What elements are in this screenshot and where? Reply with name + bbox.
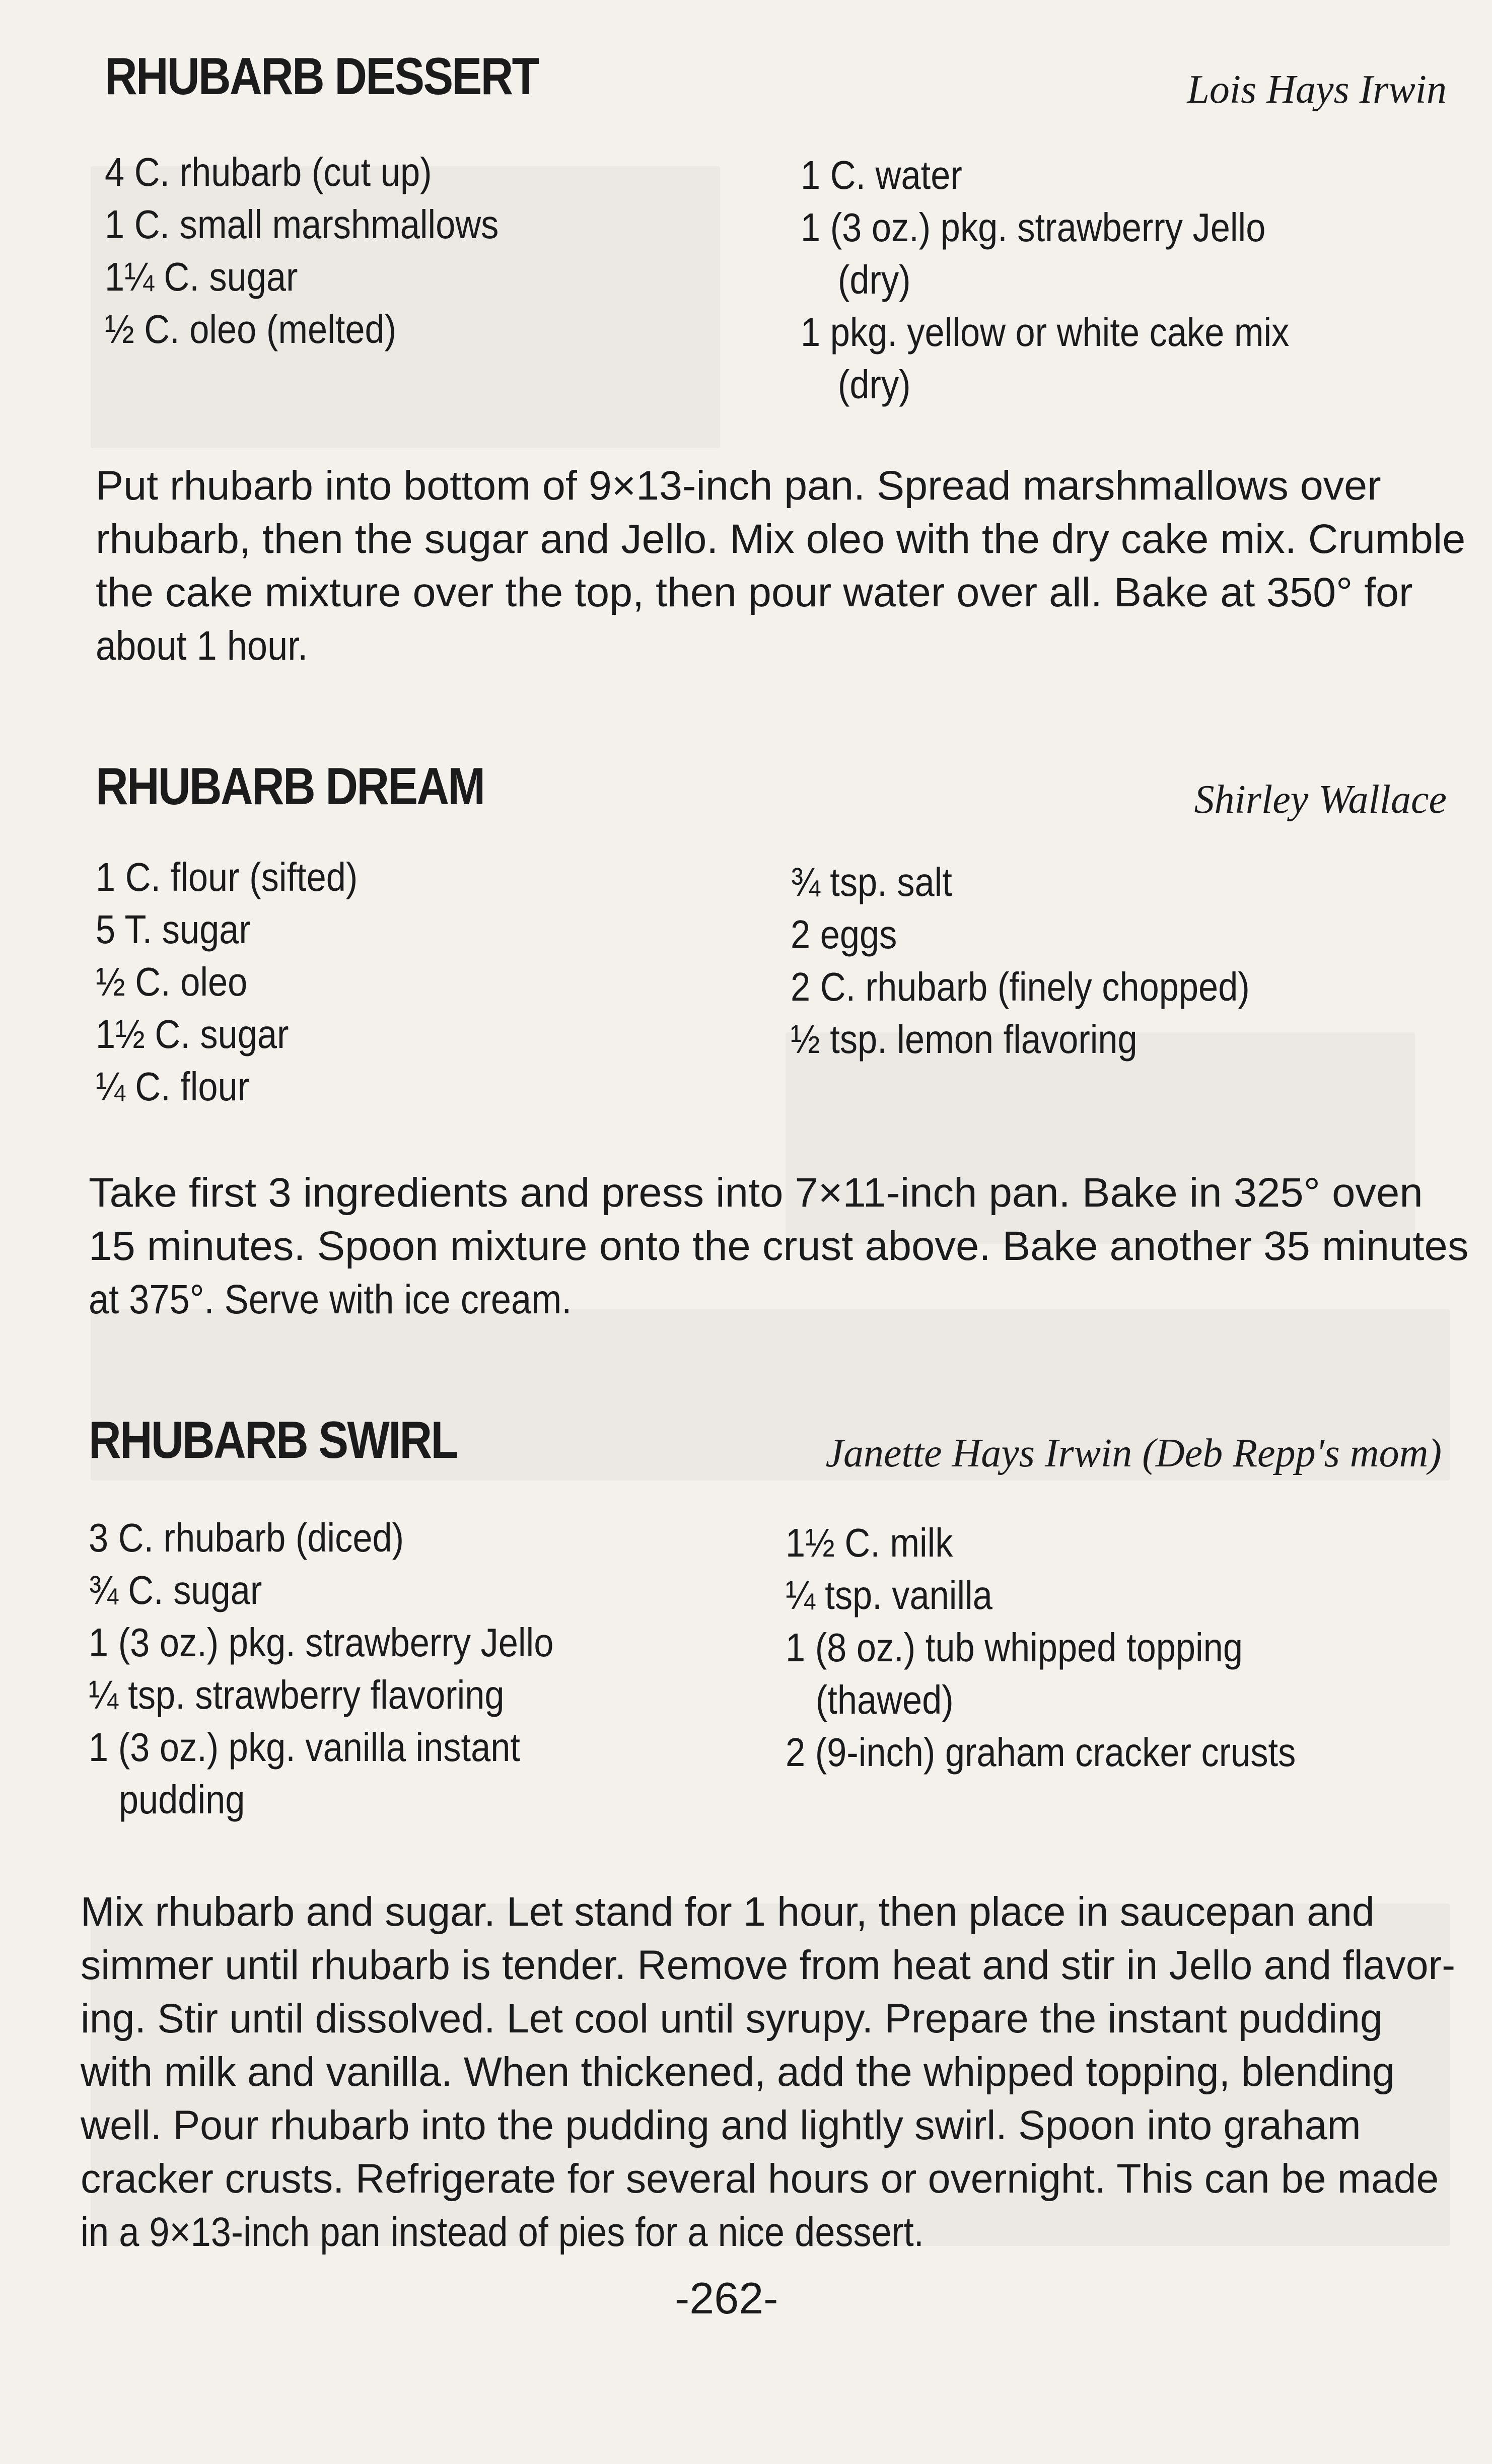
directions-line: simmer until rhubarb is tender. Remove from heat and stir in Jello and flavor- [81,1942,1456,1988]
ingredients-right [791,856,1250,1066]
ingredients-right [801,149,1289,411]
ingredient: ¼ tsp. vanilla [786,1573,992,1617]
ingredient: 1½ C. milk [786,1520,953,1565]
ingredient: 1 C. water [801,153,962,197]
directions-line: cracker crusts. Refrigerate for several hours or overnight. This can be made [81,2156,1439,2202]
ingredients-left [105,146,499,356]
ingredient: 3 C. rhubarb (diced) [89,1515,404,1560]
directions-line: Take first 3 ingredients and press into 7×11-inch pan. Bake in 325° oven [89,1170,1423,1216]
ingredient: ¾ C. sugar [89,1568,262,1612]
ingredient: ¼ C. flour [96,1064,250,1109]
ingredient: 1 C. small marshmallows [105,202,499,247]
ingredient: (dry) [837,257,911,302]
ingredient: (dry) [837,362,911,407]
recipe-directions [96,459,1466,673]
side-bleed-mark [16,564,51,846]
ingredient: ½ C. oleo (melted) [105,307,397,351]
ingredient: 1 pkg. yellow or white cake mix [801,310,1290,355]
directions-line: with milk and vanilla. When thickened, add the whipped topping, blending [81,2049,1395,2095]
ingredient: 1 (3 oz.) pkg. strawberry Jello [89,1620,554,1665]
ingredient: 1 (3 oz.) pkg. vanilla instant [89,1725,520,1770]
recipe-directions [81,1885,1480,2259]
directions-line: at 375°. Serve with ice cream. [89,1277,572,1322]
ingredient: ¾ tsp. salt [791,860,952,904]
recipe-title: RHUBARB DREAM [96,757,484,816]
recipe-author: Lois Hays Irwin [1187,67,1447,112]
ingredient: 1 C. flour (sifted) [96,855,358,899]
ingredient: 1½ C. sugar [96,1012,289,1057]
ingredient: ¼ tsp. strawberry flavoring [89,1672,505,1717]
ingredients-right [786,1517,1296,1779]
ingredient: 2 eggs [791,912,897,957]
directions-line: about 1 hour. [96,623,308,669]
directions-line: Mix rhubarb and sugar. Let stand for 1 hour, then place in saucepan and [81,1889,1375,1935]
ingredient: 4 C. rhubarb (cut up) [105,150,432,194]
ingredient: 2 C. rhubarb (finely chopped) [791,964,1250,1009]
directions-line: well. Pour rhubarb into the pudding and lightly swirl. Spoon into graham [81,2102,1361,2148]
ingredient: (thawed) [815,1677,954,1722]
ingredient: ½ C. oleo [96,959,248,1004]
recipe-title: RHUBARB SWIRL [89,1411,457,1469]
directions-line: in a 9×13-inch pan instead of pies for a nice dessert. [81,2209,924,2255]
recipe-author: Shirley Wallace [1194,778,1447,822]
recipe-author: Janette Hays Irwin (Deb Repp's mom) [825,1431,1442,1475]
ingredients-left [96,851,358,1113]
directions-line: rhubarb, then the sugar and Jello. Mix oleo with the dry cake mix. Crumble [96,516,1466,562]
directions-line: 15 minutes. Spoon mixture onto the crust above. Bake another 35 minutes [89,1223,1469,1269]
ingredient: 1 (8 oz.) tub whipped topping [786,1625,1243,1670]
ingredient: 2 (9-inch) graham cracker crusts [786,1730,1296,1775]
directions-line: the cake mixture over the top, then pour water over all. Bake at 350° for [96,570,1413,615]
directions-line: Put rhubarb into bottom of 9×13-inch pan. Spread marshmallows over [96,463,1381,509]
recipe-directions [89,1166,1469,1326]
ingredient: 5 T. sugar [96,907,251,952]
ingredient: 1 (3 oz.) pkg. strawberry Jello [801,205,1266,250]
ingredient: ½ tsp. lemon flavoring [791,1017,1138,1062]
directions-line: ing. Stir until dissolved. Let cool until syrupy. Prepare the instant pudding [81,1996,1383,2041]
ingredient: 1¼ C. sugar [105,254,298,299]
ingredients-left [89,1512,553,1826]
page-number: -262- [675,2273,778,2323]
recipe-title: RHUBARB DESSERT [105,47,538,106]
ingredient: pudding [118,1777,245,1822]
